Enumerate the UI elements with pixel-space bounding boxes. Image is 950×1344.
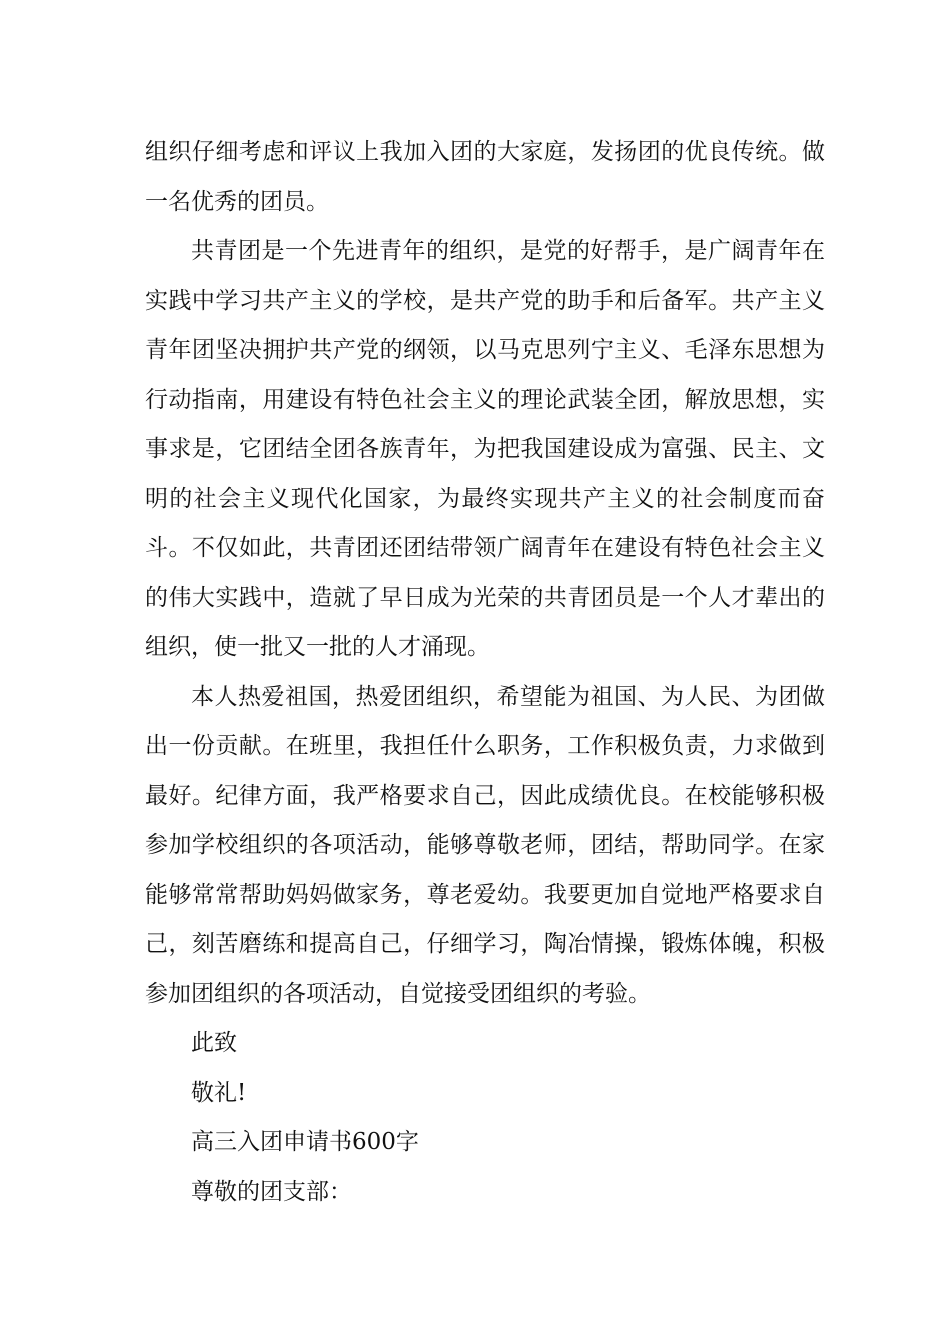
closing-salutation: 此致 (191, 1030, 237, 1056)
document-body (145, 128, 825, 1217)
greeting-line: 尊敬的团支部： (191, 1178, 352, 1205)
paragraph-communist-youth-league: 共青团是一个先进青年的组织，是党的好帮手，是广阔青年在实践中学习共产主义的学校，是共产党的助手和后备军。共产主义青年团坚决拥护共产党的纲领，以马克思列宁主义、毛泽东思想为行动指南，用建设有特色社会主义的理论武装全团，解放思想，实事求是，它团结全团各族青年，为把我国建设成为富强、民主、文明的社会主义现代化国家，为最终实现共产主义的社会制度而奋斗。不仅如此，共青团还团结带领广阔青年在建设有特色社会主义的伟大实践中，造就了早日成为光荣的共青团员是一个人才辈出的组织，使一批又一批的人才涌现。 (145, 238, 825, 660)
paragraph-continuation: 组织仔细考虑和评议上我加入团的大家庭，发扬团的优良传统。做一名优秀的团员。 (145, 139, 825, 215)
section-heading: 高三入团申请书600字 (191, 1129, 419, 1155)
paragraph-personal-statement: 本人热爱祖国，热爱团组织，希望能为祖国、为人民、为团做出一份贡献。在班里，我担任什么职务，工作积极负责，力求做到最好。纪律方面，我严格要求自己，因此成绩优良。在校能够积极参加学校组织的各项活动，能够尊敬老师，团结，帮助同学。在家能够常常帮助妈妈做家务，尊老爱幼。我要更加自觉地严格要求自己，刻苦磨练和提高自己，仔细学习，陶冶情操，锻炼体魄，积极参加团组织的各项活动，自觉接受团组织的考验。 (145, 683, 825, 1007)
closing-regards: 敬礼! (191, 1079, 247, 1106)
